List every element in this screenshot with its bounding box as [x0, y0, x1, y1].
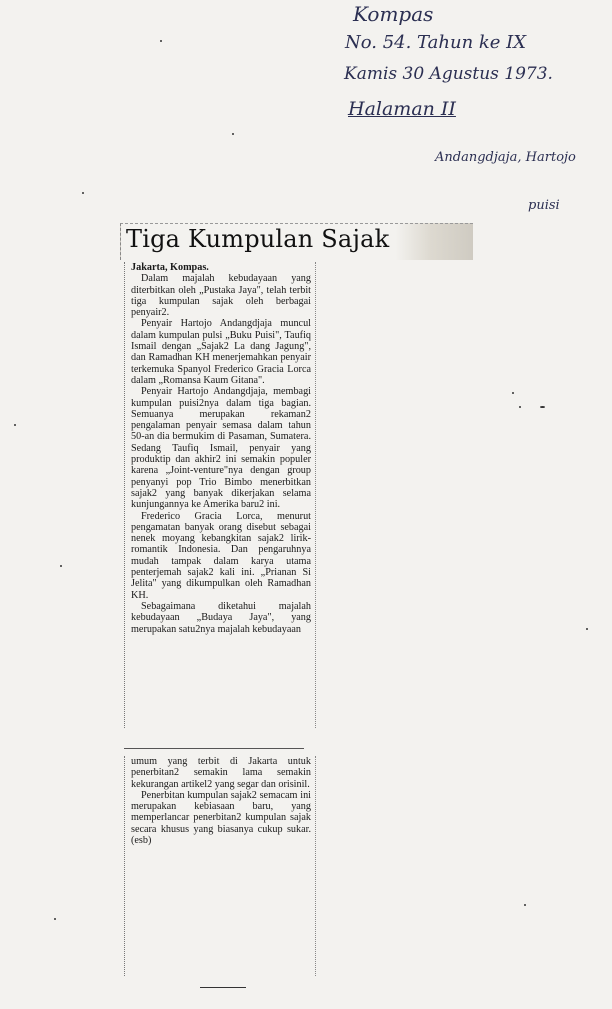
article-column-continued: [124, 756, 316, 976]
handwritten-page: Halaman II: [348, 98, 456, 120]
handwritten-subjects: Andangdjaja, Hartojo: [435, 150, 576, 165]
speck: [60, 565, 62, 567]
speck: [540, 406, 545, 408]
article-paragraph: umum yang terbit di Jakarta untuk penerbitan2 semakin lama semakin kekurangan artikel2 yang segar dan orisinil.: [131, 756, 311, 790]
article-column-main: [124, 262, 316, 728]
speck: [82, 192, 84, 194]
article-paragraph: Dalam majalah kebudayaan yang diterbitkan oleh „Pustaka Jaya", telah terbit tiga kumpulan sajak oleh berbagai penyair2.: [131, 273, 311, 319]
article-paragraph: Penyair Hartojo Andangdjaja muncul dalam kumpulan pulsi „Buku Puisi", Taufiq Ismail dengan „Sajak2 La dang Jagung", dan Ramadhan KH menerjemahkan penyair terkemuka Spanyol Frederico Gracia Lorca dalam „Romansa Kaum Gitana".: [131, 318, 311, 386]
article-dateline: [131, 262, 311, 273]
handwritten-publication: Kompas: [353, 2, 434, 26]
article-paragraph: Penerbitan kumpulan sajak2 semacam ini merupakan kebiasaan baru, yang memperlancar penerbitan2 kumpulan sajak secara khusus yang biasanya cukup sukar. (esb): [131, 789, 311, 847]
article-paragraph: Penyair Hartojo Andangdjaja, membagi kumpulan puisi2nya dalam tiga bagian. Semuanya merupakan rekaman2 pengalaman penyair semasa dalam tahun 50-an dia bermukim di Pasaman, Sumatera. Sedang Taufiq Ismail, penyair yang produktip dan akhir2 ini semakin populer karena „Joint-venture"nya dengan group penyanyi pop Trio Bimbo menerbitkan sajak2 yang banyak dikerjakan selama kunjungannya ke Amerika baru2 ini.: [131, 386, 311, 511]
speck: [232, 133, 234, 135]
handwritten-category: puisi: [528, 198, 560, 213]
speck: [160, 40, 162, 42]
dateline-text: Jakarta, Kompas.: [131, 262, 209, 273]
speck: [586, 628, 588, 630]
speck: [524, 904, 526, 906]
end-rule: [200, 987, 246, 988]
column-separator: [124, 748, 304, 749]
handwritten-date: Kamis 30 Agustus 1973.: [344, 64, 553, 84]
speck: [512, 392, 514, 394]
article-headline: Tiga Kumpulan Sajak: [126, 225, 390, 253]
speck: [519, 406, 521, 408]
article-paragraph: Frederico Gracia Lorca, menurut pengamatan banyak orang disebut sebagai nenek moyang kebangkitan sajak2 lirik-romantik Indonesia. Dan pengaruhnya mudah tampak dalam karya utama penterjemah sajak2 kali ini. „Prianan Si Jelita" yang dikumpulkan oleh Ramadhan KH.: [131, 510, 311, 601]
speck: [54, 918, 56, 920]
handwritten-issue: No. 54. Tahun ke IX: [345, 32, 527, 53]
speck: [14, 424, 16, 426]
article-paragraph: Sebagaimana diketahui majalah kebudayaan „Budaya Jaya", yang merupakan satu2nya majalah kebudayaan: [131, 600, 311, 635]
